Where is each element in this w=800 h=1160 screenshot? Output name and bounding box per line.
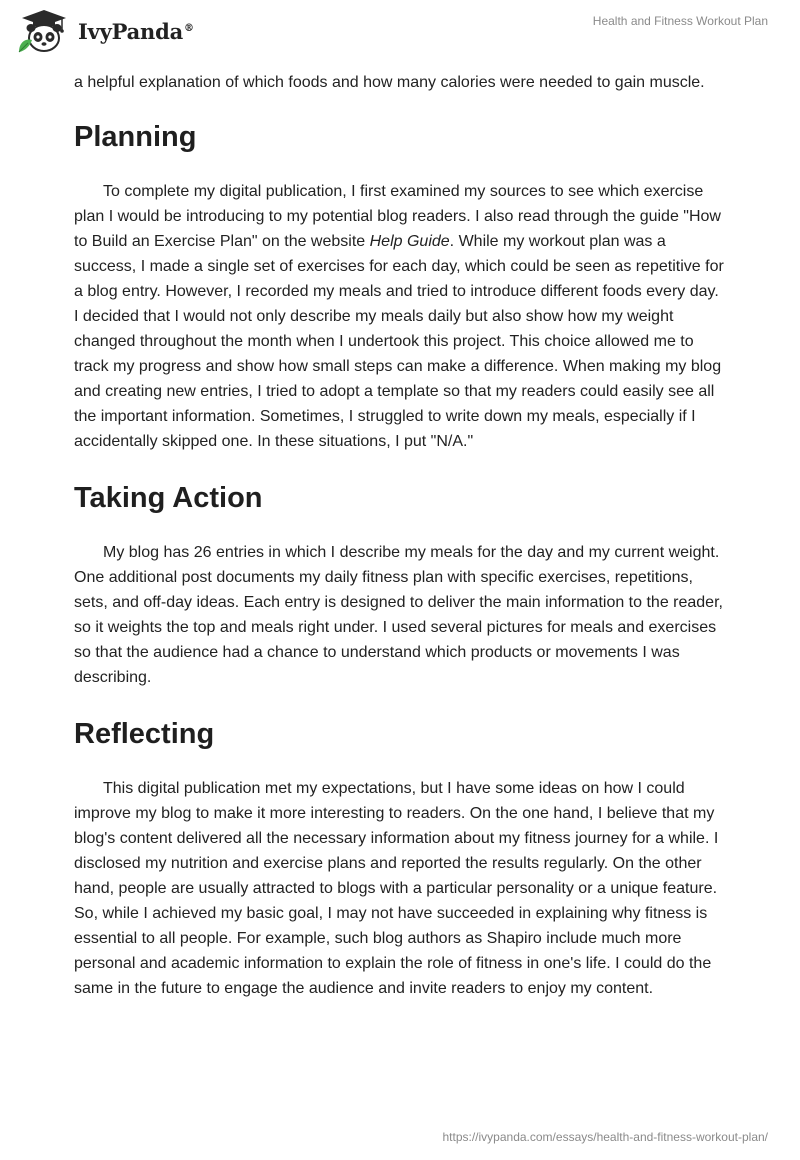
page-header	[0, 0, 800, 60]
reflecting-paragraph: This digital publication met my expectations, but I have some ideas on how I could improve my blog to make it more interesting to readers. On the one hand, I believe that my blog's content delivered all the necessary information about my fitness journey for a while. I disclosed my nutrition and exercise plans and reported the results regularly. On the other hand, people are usually attracted to blogs with a particular personality or a unique feature. So, while I achieved my basic goal, I may not have succeeded in explaining why fitness is essential to all people. For example, such blog authors as Shapiro include much more personal and academic information to explain the role of fitness in one's life. I could do the same in the future to engage the audience and invite readers to enjoy my content.	[74, 780, 719, 997]
taking-action-heading: Taking Action	[74, 482, 263, 514]
taking-action-paragraph: My blog has 26 entries in which I describe my meals for the day and my current weight. One additional post documents my daily fitness plan with specific exercises, repetitions, sets, and off-day ideas. Each entry is designed to deliver the main information to the reader, so it weights the top and meals right under. I used several pictures for meals and exercises so that the audience had a chance to understand which products or movements I was describing.	[74, 544, 723, 686]
source-url-link[interactable]: https://ivypanda.com/essays/health-and-fitness-workout-plan/	[442, 1130, 768, 1144]
essay-content	[74, 70, 726, 1001]
help-guide-italic: Help Guide	[369, 233, 450, 250]
reflecting-heading: Reflecting	[74, 718, 215, 750]
planning-heading: Planning	[74, 121, 197, 153]
planning-paragraph: To complete my digital publication, I first examined my sources to see which exercise plan I would be introducing to my potential blog readers. I also read through the guide "How to Build an Exercise Plan" on the website Help Guide. While my workout plan was a success, I made a single set of exercises for each day, which could be seen as repetitive for a blog entry. However, I recorded my meals and tried to introduce different foods every day. I decided that I would not only describe my meals daily but also show how my weight changed throughout the month when I undertook this project. This choice allowed me to track my progress and show how small steps can make a difference. When making my blog and creating new entries, I tried to adopt a template so that my readers could easily see all the important information. Sometimes, I struggled to write down my meals, especially if I accidentally skipped one. In these situations, I put "N/A."	[74, 183, 724, 450]
brand-name: IvyPanda®	[78, 18, 194, 44]
intro-paragraph: a helpful explanation of which foods and how many calories were needed to gain muscle.	[74, 74, 705, 91]
ivypanda-logo[interactable]	[16, 8, 194, 54]
registered-mark: ®	[184, 22, 194, 34]
document-title: Health and Fitness Workout Plan	[592, 14, 768, 28]
panda-graduate-icon	[16, 8, 72, 54]
